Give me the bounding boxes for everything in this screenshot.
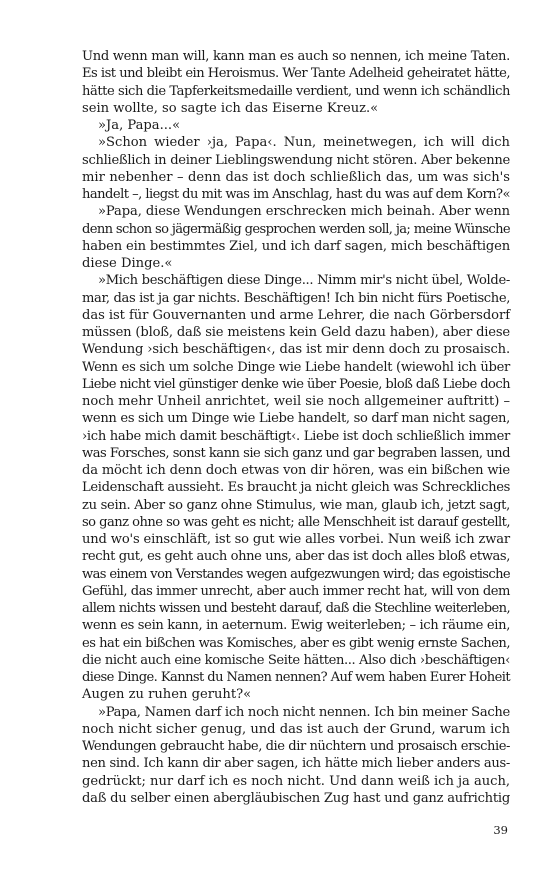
- page-number: 39: [493, 823, 508, 837]
- text-line: »Ja, Papa...«: [98, 118, 181, 133]
- text-line: Wenn es sich um solche Dinge wie Liebe handelt (wiewohl ich über: [82, 359, 510, 375]
- text-line: handelt –, liegst du mit was im Anschlag, hast du was auf dem Korn?«: [82, 187, 510, 202]
- text-line: »Papa, Namen darf ich noch nicht nennen. Ich bin meiner Sache: [98, 704, 511, 720]
- text-line: noch mehr Unheil anrichtet, weil sie noch allgemeiner auftritt) –: [82, 394, 510, 409]
- text-line: Leidenschaft aussieht. Es braucht ja nicht gleich was Schreckliches: [82, 480, 510, 496]
- text-line: nen sind. Ich kann dir aber sagen, ich hätte mich lieber anders aus-: [82, 756, 510, 772]
- text-line: so ganz ohne so was geht es nicht; alle Menschheit ist darauf gestellt,: [82, 514, 510, 530]
- text-line: diese Dinge.«: [82, 256, 173, 271]
- text-line: schließlich in deiner Lieblingswendung nicht stören. Aber bekenne: [82, 152, 511, 168]
- text-line: noch nicht sicher genug, und das ist auch der Grund, warum ich: [82, 721, 510, 737]
- text-line: daß du selber einen abergläubischen Zug hast und ganz aufrichtig: [82, 790, 510, 806]
- text-line: das ist für Gouvernanten und arme Lehrer, die nach Görbersdorf: [82, 307, 511, 323]
- text-line: Liebe nicht viel günstiger denke wie über Poesie, bloß daß Liebe doch: [82, 376, 510, 392]
- text-line: was Forsches, sonst kann sie sich ganz und gar begraben lassen, und: [82, 445, 510, 461]
- text-line: Gefühl, das immer unrecht, aber auch immer recht hat, will von dem: [82, 583, 510, 599]
- text-line: Wendung ›sich beschäftigen‹, das ist mir denn doch zu prosaisch.: [82, 342, 510, 358]
- text-line: die nicht auch eine komische Seite hätten... Also dich ›beschäftigen‹: [82, 652, 511, 668]
- text-line: zu sein. Aber so ganz ohne Stimulus, wie man, glaub ich, jetzt sagt,: [82, 497, 510, 513]
- text-line: ›ich habe mich damit beschäftigt‹. Liebe ist doch schließlich immer: [82, 428, 510, 444]
- text-line: Wendungen gebraucht habe, die dir nüchtern und prosaisch erschie-: [82, 739, 510, 754]
- text-line: allem nichts wissen und besteht darauf, daß die Stechline weiterleben,: [82, 601, 510, 616]
- text-line: recht gut, es geht auch ohne uns, aber das ist doch alles bloß etwas,: [82, 549, 510, 565]
- text-line: müssen (bloß, daß sie meistens kein Geld dazu haben), aber diese: [82, 325, 510, 340]
- text-line: wenn es sein kann, in aeternum. Ewig weiterleben; – ich räume ein,: [82, 618, 511, 634]
- text-line: »Schon wieder ›ja, Papa‹. Nun, meinetwegen, ich will dich: [98, 135, 510, 151]
- text-line: Augen zu ruhen geruht?«: [82, 687, 252, 703]
- text-line: haben ein bestimmtes Ziel, und ich darf sagen, mich beschäftigen: [82, 238, 510, 254]
- body-text: [82, 48, 510, 807]
- text-line: wenn es sich um Dinge wie Liebe handelt, so darf man nicht sagen,: [82, 411, 510, 427]
- text-line: »Mich beschäftigen diese Dinge... Nimm mir's nicht übel, Wolde-: [98, 273, 510, 289]
- text-line: was einem von Verstandes wegen aufgezwungen wird; das egoistische: [82, 566, 511, 582]
- text-line: »Papa, diese Wendungen erschrecken mich beinah. Aber wenn: [98, 204, 510, 220]
- text-line: es hat ein bißchen was Komisches, aber es gibt wenig ernste Sachen,: [82, 635, 511, 651]
- text-line: Und wenn man will, kann man es auch so nennen, ich meine Taten.: [82, 49, 510, 64]
- text-line: sein wollte, so sagte ich das Eiserne Kreuz.«: [82, 100, 379, 116]
- text-line: hätte sich die Tapferkeitsmedaille verdient, und wenn ich schändlich: [82, 83, 511, 99]
- text-line: mar, das ist ja gar nichts. Beschäftigen! Ich bin nicht fürs Poetische,: [82, 290, 510, 306]
- text-line: und wo's einschläft, ist so gut wie alles vorbei. Nun weiß ich zwar: [82, 532, 511, 547]
- text-line: da möcht ich denn doch etwas von dir hören, was ein bißchen wie: [82, 463, 511, 478]
- text-line: Es ist und bleibt ein Heroismus. Wer Tante Adelheid geheiratet hätte,: [82, 66, 510, 82]
- text-line: diese Dinge. Kannst du Namen nennen? Auf wem haben Eurer Hoheit: [82, 670, 510, 685]
- text-line: denn schon so jägermäßig gesprochen werden soll, ja; meine Wünsche: [82, 221, 510, 237]
- text-line: gedrückt; nur darf ich es noch nicht. Und dann weiß ich ja auch,: [82, 773, 511, 789]
- text-line: mir nebenher – denn das ist doch schließlich das, um was sich's: [82, 169, 510, 185]
